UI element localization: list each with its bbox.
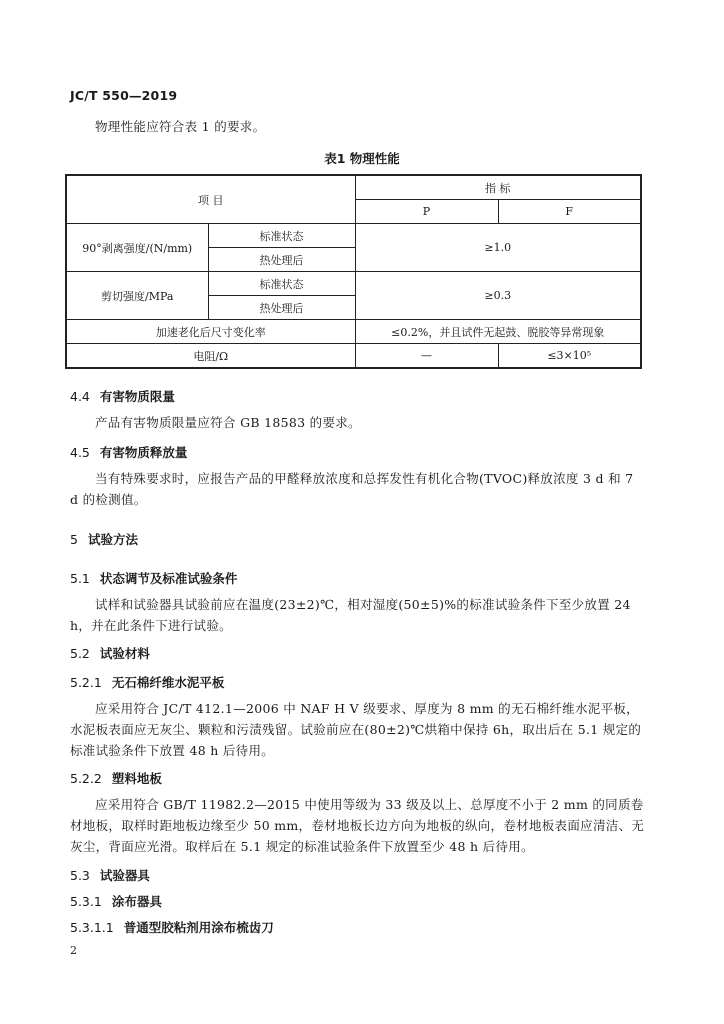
- resistance-p-value: —: [355, 344, 498, 369]
- header-col-p: P: [355, 200, 498, 224]
- peel-strength-value: ≥1.0: [355, 224, 641, 272]
- section-number: 5: [70, 532, 78, 547]
- aging-label: 加速老化后尺寸变化率: [66, 320, 355, 344]
- section-number: 5.3.1: [70, 894, 102, 909]
- header-index: 指 标: [355, 175, 641, 200]
- section-title: 塑料地板: [111, 771, 162, 786]
- section-5-2-2-text: 应采用符合 GB/T 11982.2—2015 中使用等级为 33 级及以上、总厚度不小于 2 mm 的同质卷材地板，取样时距地板边缘至少 50 mm，卷材地板长边方向为地板的纵向，卷材地板表面应清洁、无灰尘，背面应光滑。取样后在 5.1 规定的标准试验条件下放置至少 48 h 后待用。: [70, 797, 645, 854]
- peel-standard-label: 标准状态: [208, 224, 355, 248]
- section-title: 有害物质限量: [99, 389, 175, 404]
- section-number: 5.3.1.1: [70, 920, 114, 935]
- section-5-1-heading: [70, 569, 237, 587]
- section-title: 试验方法: [87, 532, 138, 547]
- standard-code: JC/T 550—2019: [70, 88, 178, 103]
- header-item: 项 目: [66, 175, 355, 224]
- header-col-f: F: [498, 200, 641, 224]
- aging-value: ≤0.2%，并且试件无起鼓、脱胶等异常现象: [355, 320, 641, 344]
- section-4-5-heading: [70, 443, 187, 461]
- resistance-label: 电阻/Ω: [66, 344, 355, 369]
- shear-strength-value: ≥0.3: [355, 272, 641, 320]
- page-number: 2: [70, 944, 77, 957]
- section-4-5-text: 当有特殊要求时，应报告产品的甲醛释放浓度和总挥发性有机化合物(TVOC)释放浓度 3 d 和 7 d 的检测值。: [70, 471, 634, 507]
- section-5-2-2-heading: [70, 769, 162, 787]
- section-5-3-heading: [70, 866, 150, 884]
- section-number: 5.1: [70, 571, 90, 586]
- section-5-2-1-heading: [70, 673, 224, 691]
- shear-heat-label: 热处理后: [208, 296, 355, 320]
- section-5-3-1-1-heading: [70, 918, 274, 936]
- shear-strength-label: 剪切强度/MPa: [66, 272, 208, 320]
- peel-strength-label: 90°剥离强度/(N/mm): [66, 224, 208, 272]
- section-number: 5.3: [70, 868, 90, 883]
- section-title: 涂布器具: [111, 894, 162, 909]
- section-title: 试验材料: [99, 646, 150, 661]
- table-caption: 表1 物理性能: [324, 151, 400, 166]
- peel-heat-label: 热处理后: [208, 248, 355, 272]
- section-number: 5.2.1: [70, 675, 102, 690]
- shear-standard-label: 标准状态: [208, 272, 355, 296]
- intro-text: 物理性能应符合表 1 的要求。: [95, 119, 266, 134]
- resistance-f-value: ≤3×10⁵: [498, 344, 641, 369]
- section-5-1-text: 试样和试验器具试验前应在温度(23±2)℃，相对湿度(50±5)%的标准试验条件下至少放置 24 h，并在此条件下进行试验。: [70, 597, 631, 633]
- section-title: 试验器具: [99, 868, 150, 883]
- section-5-2-1-text: 应采用符合 JC/T 412.1—2006 中 NAF H V 级要求、厚度为 8 mm 的无石棉纤维水泥平板，水泥板表面应无灰尘、颗粒和污渍残留。试验前应在(80±2)℃烘箱中保持 6h，取出后在 5.1 规定的标准试验条件下放置 48 h 后待用。: [70, 701, 642, 758]
- section-number: 5.2: [70, 646, 90, 661]
- section-5-3-1-heading: [70, 892, 162, 910]
- section-number: 4.5: [70, 445, 90, 460]
- section-4-4-heading: [70, 387, 175, 405]
- section-number: 5.2.2: [70, 771, 102, 786]
- section-title: 状态调节及标准试验条件: [99, 571, 238, 586]
- section-5-heading: [70, 530, 138, 548]
- section-4-4-text: 产品有害物质限量应符合 GB 18583 的要求。: [95, 415, 361, 430]
- physical-properties-table: [65, 174, 642, 369]
- section-number: 4.4: [70, 389, 90, 404]
- section-5-2-heading: [70, 644, 150, 662]
- section-title: 普通型胶粘剂用涂布梳齿刀: [123, 920, 274, 935]
- section-title: 有害物质释放量: [99, 445, 188, 460]
- section-title: 无石棉纤维水泥平板: [111, 675, 225, 690]
